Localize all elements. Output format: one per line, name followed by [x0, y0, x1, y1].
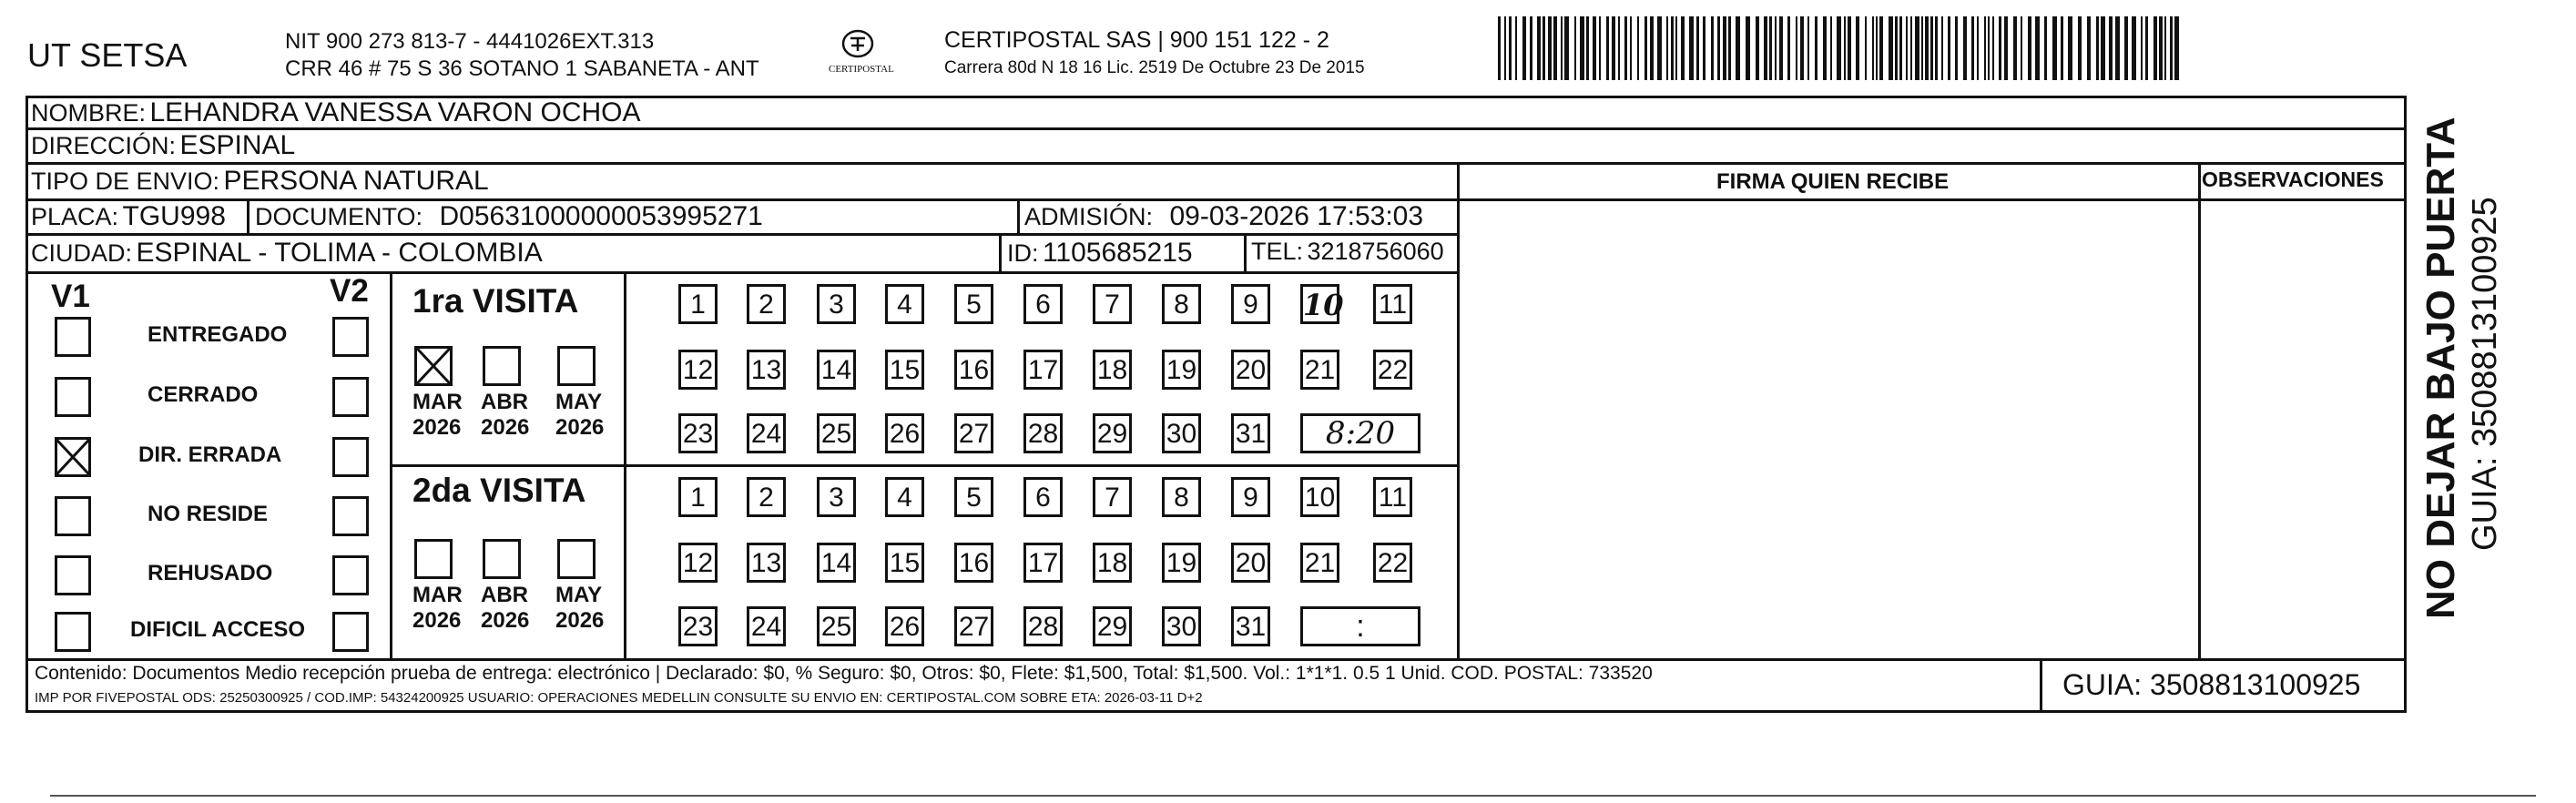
- placa-value: TGU998: [122, 201, 226, 231]
- status-label: DIR. ERRADA: [138, 442, 282, 467]
- day-box[interactable]: 4: [885, 477, 924, 517]
- day-box[interactable]: 25: [817, 413, 856, 453]
- v1-checkbox[interactable]: [55, 377, 91, 417]
- day-box[interactable]: 5: [954, 477, 993, 517]
- day-box[interactable]: 15: [885, 543, 924, 583]
- guia-box: GUIA: 3508813100925: [2062, 668, 2361, 701]
- barcode: [1498, 16, 2181, 82]
- day-box[interactable]: 2: [747, 284, 786, 324]
- v1-checkbox[interactable]: [55, 555, 91, 595]
- day-box[interactable]: 24: [747, 413, 786, 453]
- v2-checkbox[interactable]: [332, 496, 369, 536]
- admision-value: 09-03-2026 17:53:03: [1169, 201, 1424, 231]
- status-label: DIFICIL ACCESO: [130, 617, 306, 642]
- day-box[interactable]: 8: [1162, 284, 1201, 324]
- day-box[interactable]: 10: [1300, 284, 1339, 324]
- admision-label: ADMISIÓN:: [1024, 203, 1154, 230]
- day-box[interactable]: 10: [1300, 477, 1339, 517]
- contenido-line: Contenido: Documentos Medio recepción prueba de entrega: electrónico | Declarado: $0, % Seguro: $0, Otros: $0, Flete: $1,500, Total: $1,500. Vol.: 1*1*1. 0.5 1 Unid. COD. POSTAL: 733520: [35, 663, 1653, 684]
- day-box[interactable]: 9: [1231, 284, 1270, 324]
- month-checkbox[interactable]: [414, 539, 453, 579]
- day-box[interactable]: 19: [1162, 543, 1201, 583]
- day-box[interactable]: 15: [885, 350, 924, 390]
- v1-checkbox[interactable]: [55, 437, 91, 477]
- day-box[interactable]: 27: [954, 606, 993, 646]
- day-box[interactable]: 11: [1373, 477, 1412, 517]
- direccion-label: DIRECCIÓN:: [31, 132, 177, 159]
- day-box[interactable]: 17: [1023, 350, 1063, 390]
- month-checkbox[interactable]: [557, 346, 596, 386]
- company-name: UT SETSA: [27, 36, 188, 74]
- license-line: Carrera 80d N 18 16 Lic. 2519 De Octubre 23 De 2015: [944, 58, 1365, 77]
- day-box[interactable]: 18: [1093, 350, 1132, 390]
- imp-line: IMP POR FIVEPOSTAL ODS: 25250300925 / COD.IMP: 54324200925 USUARIO: OPERACIONES MEDELLIN CONSULTE SU ENVIO EN: CERTIPOSTAL.COM SOBRE ETA: 2026-03-11 D+2: [35, 690, 1203, 706]
- cut-line: [50, 795, 2536, 797]
- day-box[interactable]: 7: [1093, 477, 1132, 517]
- month-checkbox[interactable]: [483, 346, 521, 386]
- day-box[interactable]: 1: [678, 477, 718, 517]
- certipostal-logo: [821, 27, 894, 80]
- day-box[interactable]: 14: [817, 543, 856, 583]
- day-box[interactable]: 31: [1231, 606, 1270, 646]
- day-box[interactable]: 21: [1300, 350, 1339, 390]
- tipo-envio-value: PERSONA NATURAL: [223, 166, 489, 196]
- status-label: NO RESIDE: [148, 502, 269, 526]
- month-checkbox[interactable]: [483, 539, 521, 579]
- side-warning: NO DEJAR BAJO PUERTA: [2418, 117, 2463, 619]
- direccion-value: ESPINAL: [179, 130, 296, 160]
- documento-label: DOCUMENTO:: [255, 203, 423, 230]
- day-box[interactable]: 24: [747, 606, 786, 646]
- firma-label: FIRMA QUIEN RECIBE: [1716, 169, 1950, 194]
- day-box[interactable]: 8: [1162, 477, 1201, 517]
- day-box[interactable]: 26: [885, 413, 924, 453]
- day-box[interactable]: 16: [954, 350, 993, 390]
- day-box[interactable]: 20: [1231, 350, 1270, 390]
- day-box[interactable]: 22: [1373, 543, 1412, 583]
- month-name: MAR: [412, 390, 463, 414]
- day-box[interactable]: 11: [1373, 284, 1412, 324]
- side-guia: GUIA: 3508813100925: [2466, 197, 2504, 551]
- logo-text: CERTIPOSTAL: [829, 64, 894, 75]
- v1-checkbox[interactable]: [55, 496, 91, 536]
- day-box[interactable]: 20: [1231, 543, 1270, 583]
- day-box[interactable]: 26: [885, 606, 924, 646]
- day-box[interactable]: 30: [1162, 413, 1201, 453]
- second-visit-title: 2da VISITA: [412, 472, 586, 509]
- month-year: 2026: [481, 608, 530, 633]
- v1-checkbox[interactable]: [55, 612, 91, 652]
- day-box[interactable]: 16: [954, 543, 993, 583]
- month-year: 2026: [555, 608, 605, 633]
- day-box[interactable]: 14: [817, 350, 856, 390]
- day-box[interactable]: 23: [678, 606, 718, 646]
- day-box[interactable]: 21: [1300, 543, 1339, 583]
- day-box[interactable]: 28: [1023, 606, 1063, 646]
- tel-label: TEL:: [1251, 238, 1304, 265]
- v2-checkbox[interactable]: [332, 612, 369, 652]
- status-label: ENTREGADO: [148, 322, 288, 347]
- day-box[interactable]: 27: [954, 413, 993, 453]
- tel-value: 3218756060: [1307, 238, 1444, 265]
- day-box[interactable]: 29: [1093, 413, 1132, 453]
- day-box[interactable]: 13: [747, 350, 786, 390]
- status-label: CERRADO: [148, 382, 259, 407]
- day-box[interactable]: 9: [1231, 477, 1270, 517]
- month-year: 2026: [412, 415, 462, 440]
- day-box[interactable]: 25: [817, 606, 856, 646]
- v2-label: V2: [330, 273, 369, 309]
- month-year: 2026: [412, 608, 462, 633]
- month-name: MAY: [555, 390, 603, 414]
- day-box[interactable]: 6: [1023, 477, 1063, 517]
- visit-time[interactable]: 8:20: [1300, 413, 1420, 453]
- month-year: 2026: [555, 415, 605, 440]
- first-visit-title: 1ra VISITA: [412, 282, 579, 320]
- day-box[interactable]: 1: [678, 284, 718, 324]
- id-value: 1105685215: [1042, 238, 1193, 268]
- placa-label: PLACA:: [31, 203, 119, 230]
- v2-checkbox[interactable]: [332, 317, 369, 357]
- day-box[interactable]: 5: [954, 284, 993, 324]
- ciudad-label: CIUDAD:: [31, 239, 133, 267]
- visit-time[interactable]: :: [1300, 606, 1420, 646]
- day-box[interactable]: 4: [885, 284, 924, 324]
- v2-checkbox[interactable]: [332, 377, 369, 417]
- day-box[interactable]: 19: [1162, 350, 1201, 390]
- day-box[interactable]: 3: [817, 284, 856, 324]
- month-checkbox[interactable]: [414, 346, 453, 386]
- month-name: ABR: [481, 583, 528, 607]
- day-box[interactable]: 7: [1093, 284, 1132, 324]
- month-year: 2026: [481, 415, 530, 440]
- month-name: MAY: [555, 583, 603, 607]
- day-box[interactable]: 6: [1023, 284, 1063, 324]
- day-box[interactable]: 12: [678, 543, 718, 583]
- v2-checkbox[interactable]: [332, 437, 369, 477]
- day-box[interactable]: 2: [747, 477, 786, 517]
- status-label: REHUSADO: [148, 561, 273, 585]
- day-box[interactable]: 3: [817, 477, 856, 517]
- id-label: ID:: [1007, 239, 1039, 267]
- month-name: MAR: [412, 583, 463, 607]
- day-box[interactable]: 31: [1231, 413, 1270, 453]
- v1-checkbox[interactable]: [55, 317, 91, 357]
- day-box[interactable]: 28: [1023, 413, 1063, 453]
- nombre-label: NOMBRE:: [31, 99, 147, 127]
- day-box[interactable]: 30: [1162, 606, 1201, 646]
- address-line: CRR 46 # 75 S 36 SOTANO 1 SABANETA - ANT: [285, 56, 759, 81]
- day-box[interactable]: 18: [1093, 543, 1132, 583]
- day-box[interactable]: 12: [678, 350, 718, 390]
- tipo-envio-label: TIPO DE ENVIO:: [31, 168, 220, 195]
- day-box[interactable]: 29: [1093, 606, 1132, 646]
- day-box[interactable]: 22: [1373, 350, 1412, 390]
- observaciones-label: OBSERVACIONES: [2202, 168, 2384, 191]
- month-name: ABR: [481, 390, 528, 414]
- month-checkbox[interactable]: [557, 539, 596, 579]
- day-box[interactable]: 13: [747, 543, 786, 583]
- day-box[interactable]: 17: [1023, 543, 1063, 583]
- certipostal-line: CERTIPOSTAL SAS | 900 151 122 - 2: [944, 27, 1329, 53]
- v1-label: V1: [51, 279, 90, 314]
- day-box[interactable]: 23: [678, 413, 718, 453]
- nit-line: NIT 900 273 813-7 - 4441026EXT.313: [285, 29, 655, 54]
- documento-value: D05631000000053995271: [439, 201, 763, 231]
- nombre-value: LEHANDRA VANESSA VARON OCHOA: [149, 97, 641, 127]
- v2-checkbox[interactable]: [332, 555, 369, 595]
- ciudad-value: ESPINAL - TOLIMA - COLOMBIA: [136, 238, 543, 268]
